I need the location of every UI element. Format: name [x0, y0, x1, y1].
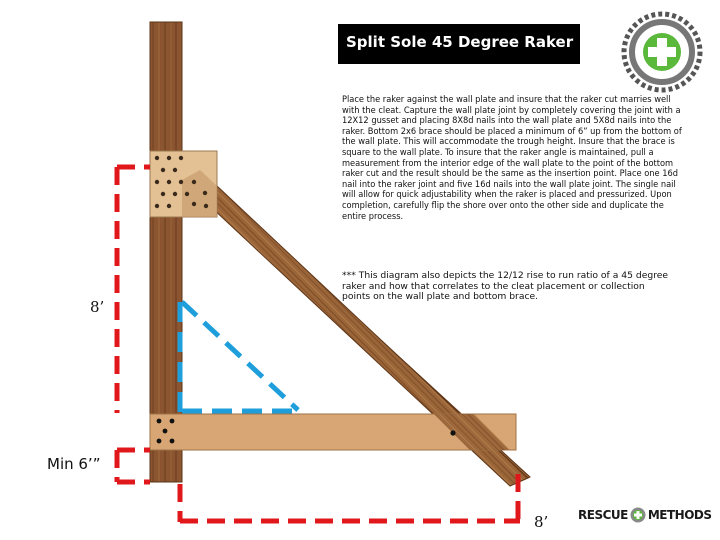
- dimension-label-vertical: 8’: [90, 298, 105, 316]
- footer-brand-left: RESCUE: [578, 508, 628, 522]
- ratio-note: *** This diagram also depicts the 12/12 rise to run ratio of a 45 degree raker and how that correlates to the cleat placement or collection points on the wall plate and bottom brace.: [342, 270, 669, 303]
- wall-plate: [150, 22, 182, 482]
- instructions-text: Place the raker against the wall plate and insure that the raker cut marries well with the cleat. Capture the wall plate joint by completely covering the joint with a 12X12 gusset and placing 8X8d nails into the wall plate and 5X8d nails into the raker. Bottom 2x6 brace should be placed a minimum of 6” up from the bottom of the wall plate. This will accommodate the trough height. Insure that the brace is square to the wall plate. To insure that the raker angle is maintained, pull a measurement from the interior edge of the wall plate to the point of the bottom raker cut and the result should be the same as the insertion point. Place one 16d nail into the raker joint and five 16d nails into the wall plate joint. The single nail will allow for quick adjustability when the raker is placed and pressurized. Upon completion, carefully flip the shore over onto the other side and duplicate the entire process.: [342, 94, 682, 222]
- dimension-label-min: Min 6’”: [47, 455, 101, 473]
- title-bar: [338, 24, 580, 64]
- footer-brand-right: METHODS: [647, 508, 712, 522]
- footer-logo: [578, 507, 712, 525]
- page-title: Split Sole 45 Degree Raker: [346, 33, 574, 51]
- dimension-label-horizontal: 8’: [534, 513, 549, 531]
- logo-badge-icon: [620, 10, 704, 94]
- footer-cross-icon: [630, 507, 646, 523]
- rise-run-triangle: [180, 302, 300, 413]
